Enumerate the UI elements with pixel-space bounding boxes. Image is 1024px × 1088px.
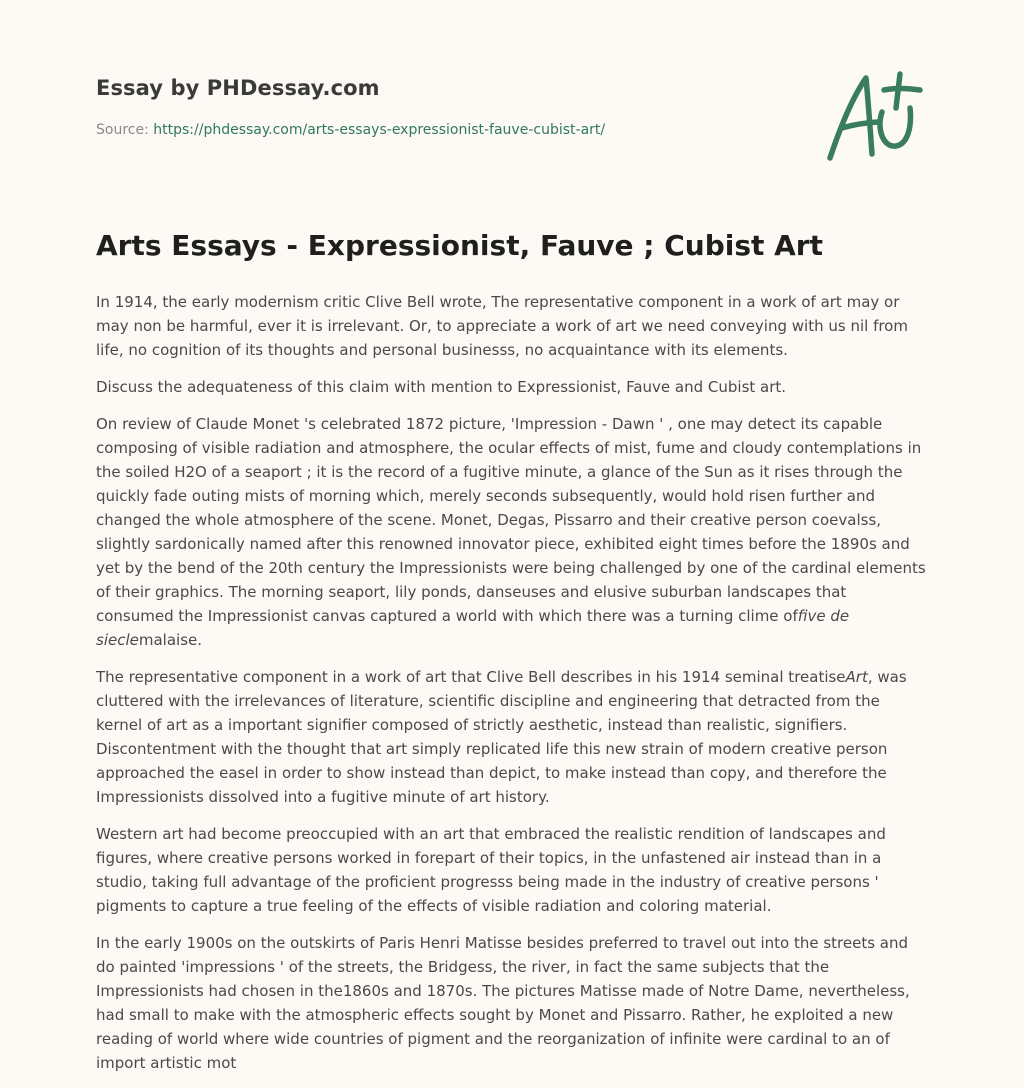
- a-plus-grade-icon: [822, 68, 926, 164]
- paragraph: Western art had become preoccupied with an art that embraced the realistic rendition of landscapes and figures, where creative persons worked in forepart of their topics, in the unfastened air instead than in a studio, taking full advantage of the proficient progresss being made in the industry of creative persons ' pigments to capture a true feeling of the effects of visible radiation and coloring material.: [96, 825, 886, 915]
- italic-phrase: Art: [845, 668, 868, 686]
- source-label: Source:: [96, 122, 154, 138]
- essay-content: [96, 228, 928, 1088]
- paragraph-text: On review of Claude Monet 's celebrated 1872 picture, 'Impression - Dawn ' , one may detect its capable composing of visible radiation and atmosphere, the ocular effects of mist, fume and cloudy contemplations in the soiled H2O of a seaport ; it is the record of a fugitive minute, a glance of the Sun as it rises through the quickly fade outing mists of morning which, merely seconds subsequently, would hold risen further and changed the whole atmosphere of the scene. Monet, Degas, Pissarro and their creative person coevalss, slightly sardonically named after this renowned innovator piece, exhibited eight times before the 1890s and yet by the bend of the 20th century the Impressionists were being challenged by one of the cardinal elements of their graphics. The morning seaport, lily ponds, danseuses and elusive suburban landscapes that consumed the Impressionist canvas captured a world with which there was a turning clime of: [96, 415, 926, 625]
- site-title: Essay by PHDessay.com: [96, 76, 380, 100]
- paragraph-text: , was cluttered with the irrelevances of literature, scientific discipline and engineering that detracted from the kernel of art as a important signifier composed of strictly aesthetic, instead than realistic, signifiers. Discontentment with the thought that art simply replicated life this new strain of modern creative person approached the easel in order to show instead than depict, to make instead than copy, and therefore the Impressionists dissolved into a fugitive minute of art history.: [96, 668, 907, 806]
- italic-phrase: five de siecle: [96, 607, 850, 649]
- paragraph: In the early 1900s on the outskirts of Paris Henri Matisse besides preferred to travel out into the streets and do painted 'impressions ' of the streets, the Bridgess, the river, in fact the same subjects that the Impressionists had chosen in the1860s and 1870s. The pictures Matisse made of Notre Dame, nevertheless, had small to make with the atmospheric effects sought by Monet and Pissarro. Rather, he exploited a new reading of world where wide countries of pigment and the reorganization of infinite were cardinal to an of import artistic mot: [96, 934, 910, 1072]
- source-link[interactable]: https://phdessay.com/arts-essays-expressionist-fauve-cubist-art/: [153, 122, 606, 138]
- essay-title: Arts Essays - Expressionist, Fauve ; Cubist Art: [96, 229, 824, 262]
- paragraph: Discuss the adequateness of this claim with mention to Expressionist, Fauve and Cubist art.: [96, 378, 787, 396]
- page-header: [96, 76, 605, 138]
- paragraph: [96, 412, 928, 652]
- source-line: [96, 122, 605, 138]
- paragraph-text: malaise.: [138, 631, 203, 649]
- paragraph: [96, 665, 928, 809]
- paragraph-text: The representative component in a work of art that Clive Bell describes in his 1914 seminal treatise: [96, 668, 846, 686]
- paragraph: In 1914, the early modernism critic Clive Bell wrote, The representative component in a work of art may or may non be harmful, ever it is irrelevant. Or, to appreciate a work of art we need conveying with us nil from life, no cognition of its thoughts and personal businesss, no acquaintance with its elements.: [96, 293, 908, 359]
